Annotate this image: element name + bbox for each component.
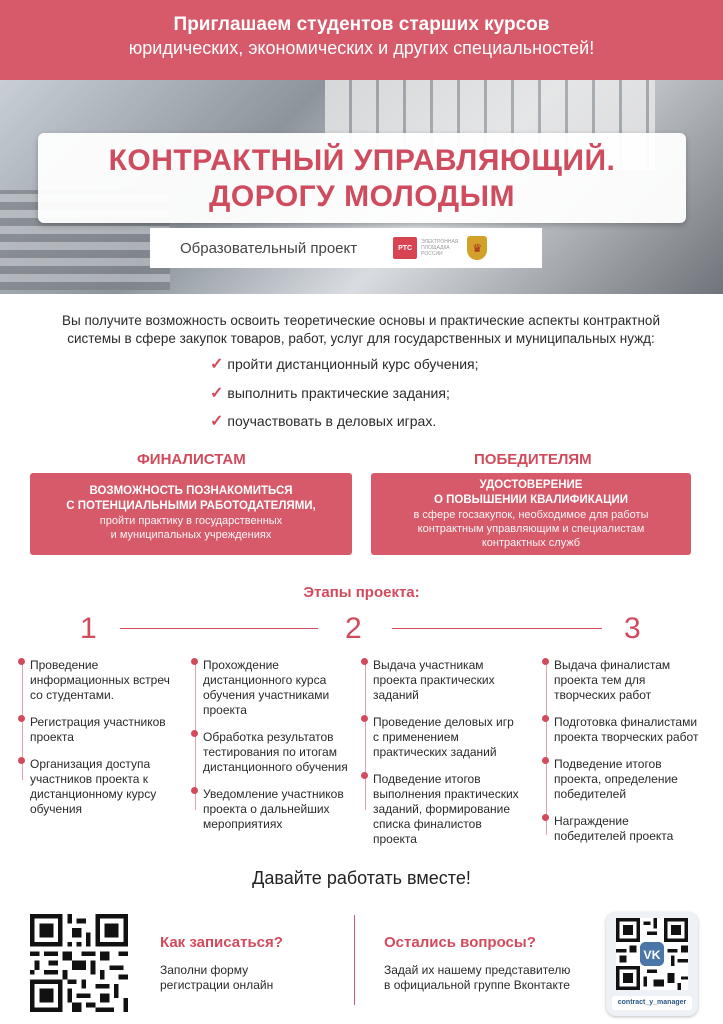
check-item: ✓ пройти дистанционный курс обучения;: [210, 356, 479, 373]
check-item: ✓ поучаствовать в деловых играх.: [210, 413, 437, 430]
how-to-heading: Как записаться?: [160, 934, 283, 951]
stage-number-2: 2: [345, 612, 362, 645]
questions-heading: Остались вопросы?: [384, 934, 536, 951]
divider-line: [354, 915, 355, 1005]
vk-qr-card[interactable]: [606, 912, 698, 1016]
registration-qr-code[interactable]: [30, 914, 128, 1012]
bullet-icon: [542, 715, 549, 722]
list-item: Проведение информационных встреч со студентами.: [30, 658, 180, 703]
intro-line-1: Вы получите возможность освоить теоретические основы и практические аспекты контрактной: [61, 313, 660, 328]
invite-line-2: юридических, экономических и других специальностей!: [128, 38, 595, 58]
bullet-icon: [18, 658, 25, 665]
svg-text:VK: VK: [643, 948, 661, 963]
intro-text: [30, 312, 692, 348]
how-to-register: [160, 934, 340, 993]
how-to-line-1: Заполни форму: [160, 963, 249, 977]
check-icon: ✓: [210, 356, 224, 373]
stage-column-1: [30, 658, 180, 829]
stage-column-2: [203, 658, 355, 844]
list-item: Подведение итогов выполнения практических заданий, формирование списка финалистов проекта: [373, 772, 523, 847]
invite-line-1: Приглашаем студентов старших курсов: [173, 14, 550, 35]
list-item: Выдача финалистам проекта тем для творческих работ: [554, 658, 704, 703]
list-item: Обработка результатов тестирования по итогам дистанционного обучения: [203, 730, 355, 775]
winners-box: УДОСТОВЕРЕНИЕ О ПОВЫШЕНИИ КВАЛИФИКАЦИИ в сфере госзакупок, необходимое для работы контрактным управляющим и специалистам контрактных служб: [371, 473, 691, 555]
list-item: Регистрация участников проекта: [30, 715, 180, 745]
vk-handle: contract_y_manager: [612, 996, 692, 1010]
coat-of-arms-icon: ♛: [467, 236, 487, 260]
timeline-line: [546, 660, 547, 835]
check-item: ✓ выполнить практические задания;: [210, 385, 450, 402]
rts-logo-caption: ЭЛЕКТРОННАЯ ПЛОЩАДКА РОССИИ: [421, 239, 459, 257]
title-line-2: ДОРОГУ МОЛОДЫМ: [209, 180, 515, 213]
subtitle-bar: [150, 228, 542, 268]
bullet-icon: [361, 772, 368, 779]
subtitle-text: Образовательный проект: [180, 239, 358, 257]
finalists-box: ВОЗМОЖНОСТЬ ПОЗНАКОМИТЬСЯ С ПОТЕНЦИАЛЬНЫМИ РАБОТОДАТЕЛЯМИ, пройти практику в государственных и муниципальных учреждениях: [30, 473, 352, 555]
top-banner: [0, 0, 723, 80]
list-item: Организация доступа участников проекта к дистанционному курсу обучения: [30, 757, 180, 817]
bullet-icon: [361, 658, 368, 665]
list-item: Выдача участникам проекта практических заданий: [373, 658, 523, 703]
list-item: Прохождение дистанционного курса обучения участниками проекта: [203, 658, 355, 718]
timeline-line: [365, 660, 366, 810]
list-item: Награждение победителей проекта: [554, 814, 704, 844]
how-to-line-2: регистрации онлайн: [160, 978, 274, 992]
divider-line: [120, 628, 318, 629]
bullet-icon: [542, 658, 549, 665]
bullet-icon: [191, 658, 198, 665]
divider-line: [392, 628, 602, 629]
bullet-icon: [542, 814, 549, 821]
stage-number-3: 3: [624, 612, 641, 645]
list-item: Подготовка финалистами проекта творческих работ: [554, 715, 704, 745]
qr-code-icon: [30, 914, 128, 1012]
bullet-icon: [361, 715, 368, 722]
questions-line-1: Задай их нашему представителю: [384, 963, 571, 977]
vk-qr-code-icon: [616, 918, 688, 990]
list-item: Подведение итогов проекта, определение победителей: [554, 757, 704, 802]
questions-line-2: в официальной группе Вконтакте: [384, 978, 570, 992]
stage-column-4: [554, 658, 704, 856]
finalists-heading: ФИНАЛИСТАМ: [137, 451, 246, 468]
rts-logo: РТС: [393, 237, 417, 259]
list-item: Проведение деловых игр с применением практических заданий: [373, 715, 523, 760]
title-line-1: КОНТРАКТНЫЙ УПРАВЛЯЮЩИЙ.: [108, 144, 616, 177]
questions-block: [384, 934, 604, 993]
bullet-icon: [18, 715, 25, 722]
call-to-action: Давайте работать вместе!: [252, 868, 471, 888]
intro-line-2: системы в сфере закупок товаров, работ, услуг для государственных и муниципальных нужд:: [67, 331, 655, 346]
page-title: [38, 133, 686, 223]
check-icon: ✓: [210, 413, 224, 430]
stage-number-1: 1: [80, 612, 97, 645]
stage-column-3: [373, 658, 523, 859]
list-item: Уведомление участников проекта о дальнейших мероприятиях: [203, 787, 355, 832]
winners-heading: ПОБЕДИТЕЛЯМ: [474, 451, 592, 468]
bullet-icon: [18, 757, 25, 764]
bullet-icon: [191, 730, 198, 737]
stages-title: Этапы проекта:: [303, 584, 420, 601]
bullet-icon: [191, 787, 198, 794]
check-icon: ✓: [210, 385, 224, 402]
bullet-icon: [542, 757, 549, 764]
